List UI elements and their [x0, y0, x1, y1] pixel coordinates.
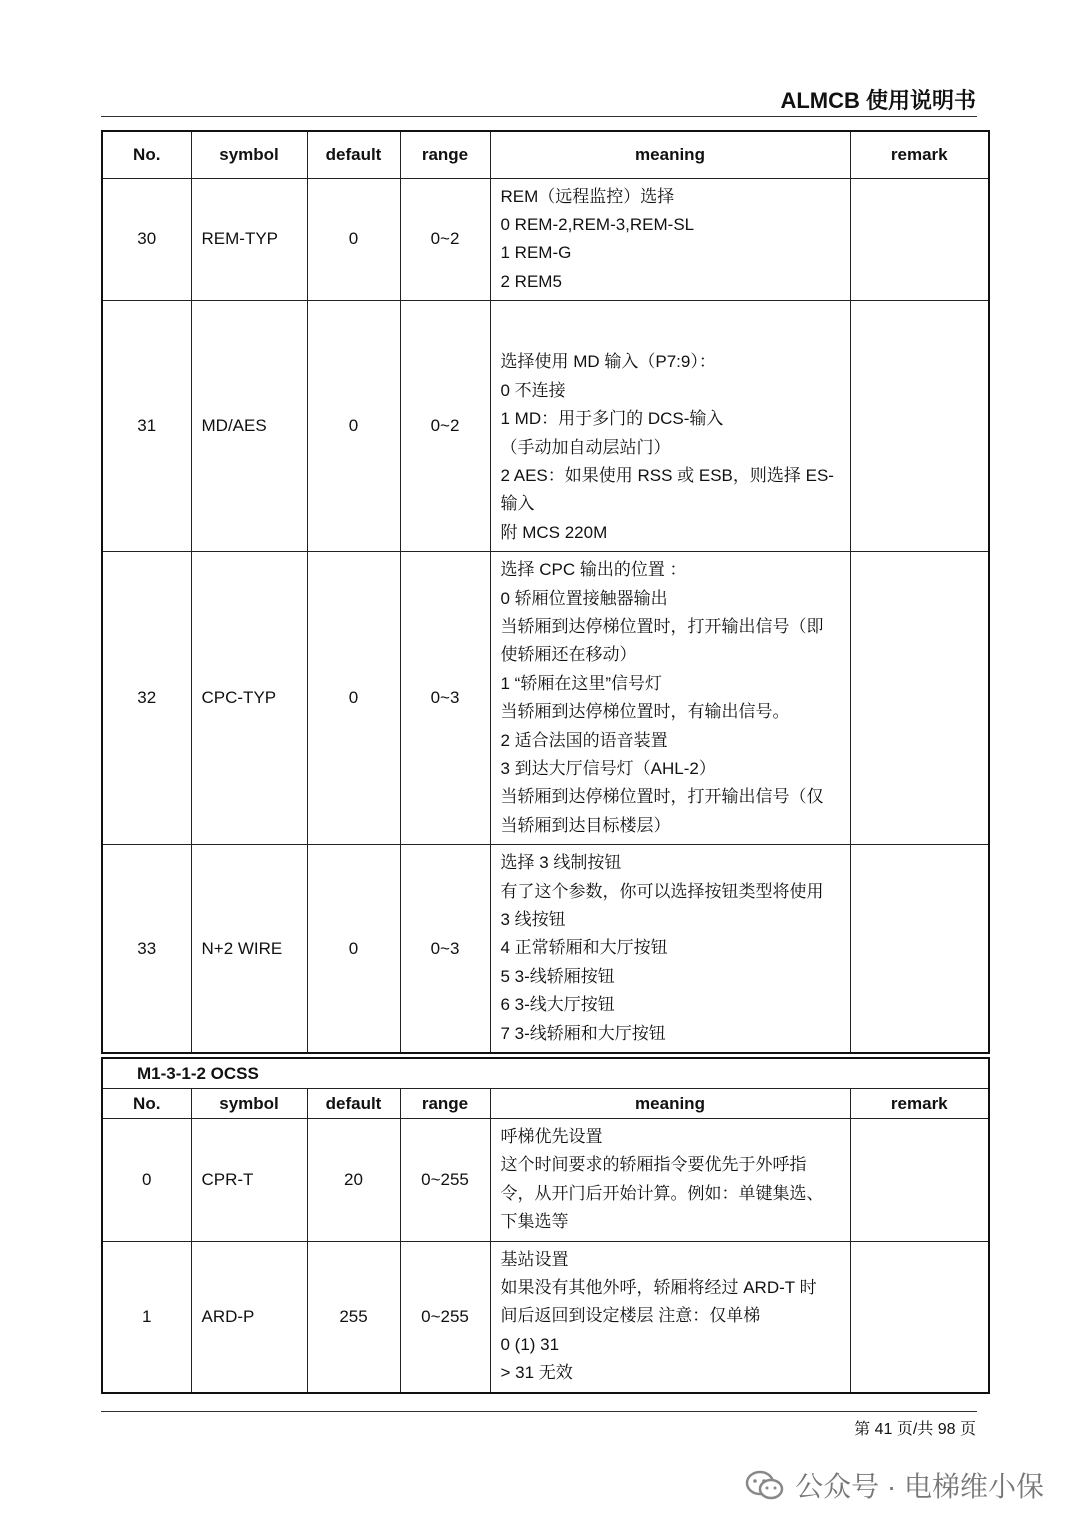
- meaning-line: 呼梯优先设置: [500, 1127, 603, 1146]
- param-remark: [850, 552, 989, 845]
- param-meaning: [490, 845, 850, 1053]
- param-range: 0~3: [400, 552, 490, 845]
- param-range: 0~2: [400, 178, 490, 301]
- meaning-line: 1 “轿厢在这里”信号灯: [500, 673, 662, 693]
- meaning-line: 当轿厢到达目标楼层）: [500, 815, 671, 835]
- meaning-line: 选择 3 线制按钮: [500, 853, 622, 873]
- col-default-header: default: [307, 1089, 400, 1119]
- meaning-line: 当轿厢到达停梯位置时，有输出信号。: [500, 702, 790, 722]
- meaning-line: 6 3-线大厅按钮: [500, 995, 615, 1015]
- param-meaning: [490, 301, 850, 552]
- col-range-header: range: [400, 131, 490, 178]
- table-row: [102, 178, 989, 301]
- meaning-line: 0 REM-2,REM-3,REM-SL: [500, 214, 695, 234]
- param-meaning: [490, 1119, 850, 1242]
- meaning-line: REM（远程监控）选择: [500, 186, 675, 206]
- col-remark-header: remark: [850, 131, 989, 178]
- param-default: 0: [307, 552, 400, 845]
- page-number: 第 41 页/共 98 页: [854, 1421, 976, 1438]
- table-header-row: [102, 1089, 989, 1119]
- param-default: 0: [307, 301, 400, 552]
- param-meaning: [490, 1241, 850, 1393]
- meaning-line: 5 3-线轿厢按钮: [500, 966, 615, 986]
- parameter-table-2: [101, 1057, 990, 1394]
- meaning-line: 3 到达大厅信号灯（AHL-2）: [500, 758, 716, 778]
- meaning-line: （手动加自动层站门）: [500, 437, 671, 457]
- param-symbol: REM-TYP: [191, 178, 307, 301]
- param-no: 0: [102, 1119, 191, 1242]
- col-default-header: default: [307, 131, 400, 178]
- watermark-text: 公众号 · 电梯维小保: [795, 1471, 1044, 1502]
- param-range: 0~2: [400, 301, 490, 552]
- param-remark: [850, 301, 989, 552]
- table-row: [102, 1241, 989, 1393]
- param-symbol: CPR-T: [191, 1119, 307, 1242]
- meaning-line: 2 适合法国的语音装置: [500, 730, 668, 750]
- col-symbol-header: symbol: [191, 1089, 307, 1119]
- param-symbol: CPC-TYP: [191, 552, 307, 845]
- meaning-line: 1 MD：用于多门的 DCS-输入: [500, 409, 724, 429]
- meaning-line: 附 MCS 220M: [500, 522, 608, 542]
- col-meaning-header: meaning: [490, 131, 850, 178]
- param-no: 31: [102, 301, 191, 552]
- param-remark: [850, 178, 989, 301]
- param-range: 0~255: [400, 1241, 490, 1393]
- meaning-line: 下集选等: [500, 1212, 569, 1232]
- param-symbol: MD/AES: [191, 301, 307, 552]
- meaning-line: 有了这个参数，你可以选择按钮类型将使用: [500, 881, 824, 901]
- col-no-header: No.: [102, 131, 191, 178]
- meaning-line: 选择 CPC 输出的位置 ：: [500, 560, 687, 580]
- param-remark: [850, 1241, 989, 1393]
- meaning-line: 7 3-线轿厢和大厅按钮: [500, 1023, 666, 1043]
- table-row: [102, 552, 989, 845]
- meaning-line: 基站设置: [500, 1249, 569, 1269]
- param-default: 0: [307, 845, 400, 1053]
- meaning-line: 输入: [500, 494, 535, 514]
- param-meaning: [490, 178, 850, 301]
- param-default: 20: [307, 1119, 400, 1242]
- param-symbol: N+2 WIRE: [191, 845, 307, 1053]
- meaning-line: 如果没有其他外呼，轿厢将经过 ARD-T 时: [500, 1278, 817, 1298]
- param-range: 0~3: [400, 845, 490, 1053]
- meaning-line: > 31 无效: [500, 1363, 573, 1383]
- meaning-line: 0 轿厢位置接触器输出: [500, 588, 668, 608]
- table-row: [102, 845, 989, 1053]
- param-default: 255: [307, 1241, 400, 1393]
- col-range-header: range: [400, 1089, 490, 1119]
- wechat-icon: [745, 1470, 785, 1500]
- meaning-line: 4 正常轿厢和大厅按钮: [500, 938, 668, 958]
- meaning-line: 3 线按钮: [500, 910, 566, 929]
- param-remark: [850, 845, 989, 1053]
- param-symbol: ARD-P: [191, 1241, 307, 1393]
- param-range: 0~255: [400, 1119, 490, 1242]
- meaning-line: 2 REM5: [500, 271, 562, 291]
- param-remark: [850, 1119, 989, 1242]
- meaning-line: 这个时间要求的轿厢指令要优先于外呼指: [500, 1155, 807, 1175]
- meaning-line: 使轿厢还在移动）: [500, 645, 637, 665]
- param-no: 32: [102, 552, 191, 845]
- section-title-row: [102, 1058, 989, 1089]
- parameter-table-1: [101, 130, 990, 1054]
- param-no: 1: [102, 1241, 191, 1393]
- meaning-line: 令，从开门后开始计算。例如：单键集选、: [500, 1183, 824, 1203]
- meaning-line: 2 AES：如果使用 RSS 或 ESB，则选择 ES-: [500, 465, 834, 485]
- col-symbol-header: symbol: [191, 131, 307, 178]
- meaning-line: 间后返回到设定楼层 注意：仅单梯: [500, 1306, 761, 1326]
- meaning-line: 选择使用 MD 输入（P7:9）：: [500, 352, 716, 372]
- col-meaning-header: meaning: [490, 1089, 850, 1119]
- meaning-line: 当轿厢到达停梯位置时，打开输出信号（仅: [500, 787, 824, 807]
- meaning-line: 1 REM-G: [500, 243, 572, 263]
- meaning-line: 0 (1) 31: [500, 1334, 560, 1354]
- meaning-line: 0 不连接: [500, 380, 566, 400]
- table-row: [102, 301, 989, 552]
- header-divider: [101, 116, 977, 117]
- param-no: 30: [102, 178, 191, 301]
- section-title: M1-3-1-2 OCSS: [102, 1058, 989, 1089]
- table-row: [102, 1119, 989, 1242]
- document-title: ALMCB 使用说明书: [780, 88, 976, 113]
- col-no-header: No.: [102, 1089, 191, 1119]
- param-default: 0: [307, 178, 400, 301]
- table-header-row: [102, 131, 989, 178]
- param-meaning: [490, 552, 850, 845]
- footer-divider: [101, 1411, 977, 1412]
- param-no: 33: [102, 845, 191, 1053]
- meaning-line: 当轿厢到达停梯位置时，打开输出信号（即: [500, 616, 824, 636]
- watermark: [745, 1465, 1044, 1505]
- col-remark-header: remark: [850, 1089, 989, 1119]
